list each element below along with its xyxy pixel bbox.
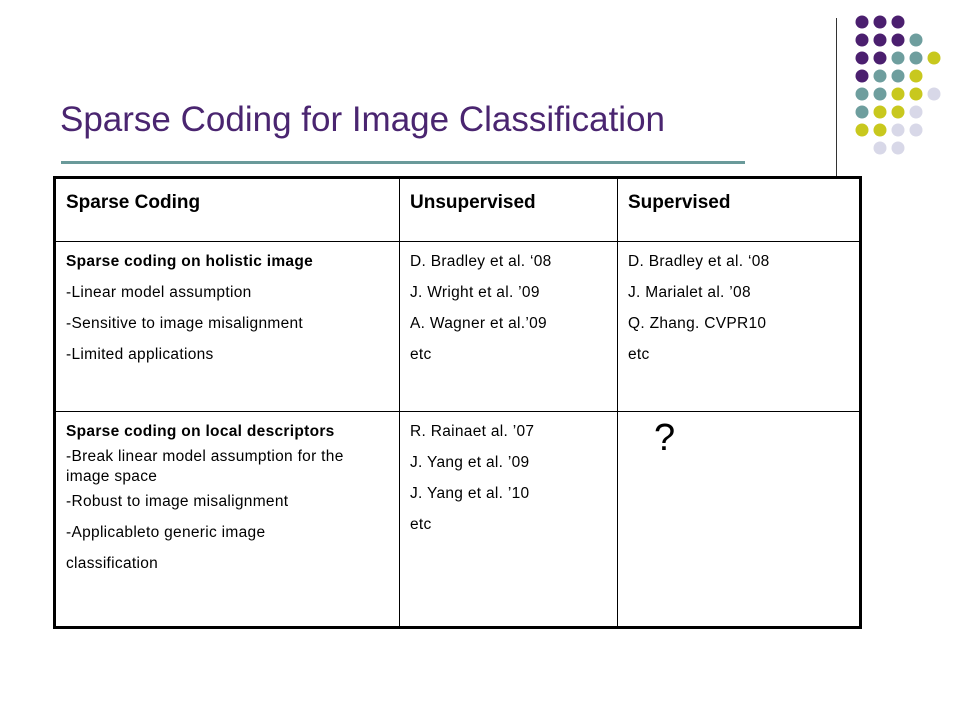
reference: A. Wagner et al.’09 xyxy=(410,315,547,332)
header-supervised: Supervised xyxy=(628,192,731,213)
reference: etc xyxy=(628,346,650,363)
reference: J. Yang et al. ’10 xyxy=(410,485,530,502)
decorative-dot xyxy=(910,124,923,137)
decorative-dot xyxy=(874,34,887,47)
decorative-dot xyxy=(856,88,869,101)
decorative-dot xyxy=(910,52,923,65)
row-heading: Sparse coding on local descriptors xyxy=(66,423,335,440)
decorative-dot xyxy=(892,124,905,137)
decorative-dot xyxy=(892,106,905,119)
reference: J. Wright et al. ’09 xyxy=(410,284,540,301)
table-cell xyxy=(618,242,861,412)
decorative-dot xyxy=(910,34,923,47)
decorative-dot xyxy=(892,142,905,155)
decorative-dot xyxy=(856,16,869,29)
decorative-dot xyxy=(928,88,941,101)
decorative-dot xyxy=(874,88,887,101)
decorative-dot xyxy=(892,52,905,65)
decorative-dot xyxy=(892,88,905,101)
reference: J. Yang et al. ’09 xyxy=(410,454,530,471)
decorative-dot xyxy=(910,106,923,119)
decorative-vertical-line xyxy=(836,18,837,178)
row-point: -Break linear model assumption for the image space xyxy=(66,448,344,485)
row-heading: Sparse coding on holistic image xyxy=(66,253,314,270)
decorative-dot xyxy=(892,34,905,47)
table-cell xyxy=(55,412,400,628)
decorative-dot xyxy=(856,124,869,137)
question-mark: ? xyxy=(654,417,676,459)
row-point: -Applicableto generic image xyxy=(66,524,266,541)
reference: D. Bradley et al. ‘08 xyxy=(628,253,770,270)
table-row xyxy=(55,242,861,412)
row-point: -Sensitive to image misalignment xyxy=(66,315,304,332)
header-cell xyxy=(400,178,618,242)
reference: Q. Zhang. CVPR10 xyxy=(628,315,767,332)
reference: J. Marialet al. ’08 xyxy=(628,284,751,301)
decorative-dot xyxy=(874,16,887,29)
decorative-dot xyxy=(874,106,887,119)
decorative-dot xyxy=(910,88,923,101)
row-point: classification xyxy=(66,555,159,572)
reference: etc xyxy=(410,346,432,363)
header-cell xyxy=(618,178,861,242)
decorative-dot xyxy=(892,70,905,83)
reference: D. Bradley et al. ‘08 xyxy=(410,253,552,270)
decorative-dot xyxy=(928,52,941,65)
header-sparse-coding: Sparse Coding xyxy=(66,192,201,213)
comparison-table xyxy=(53,176,862,629)
decorative-dot xyxy=(910,70,923,83)
decorative-dot xyxy=(856,34,869,47)
decorative-dot xyxy=(874,124,887,137)
decorative-dot xyxy=(892,16,905,29)
reference: R. Rainaet al. ’07 xyxy=(410,423,535,440)
decorative-dot xyxy=(874,70,887,83)
row-point: -Limited applications xyxy=(66,346,214,363)
table-cell xyxy=(618,412,861,628)
table-cell xyxy=(400,412,618,628)
table-cell xyxy=(400,242,618,412)
decorative-dot xyxy=(856,106,869,119)
decorative-dot xyxy=(874,52,887,65)
row-point: -Robust to image misalignment xyxy=(66,493,289,510)
reference: etc xyxy=(410,516,432,533)
title-underline xyxy=(61,161,745,164)
table-row xyxy=(55,412,861,628)
table-cell xyxy=(55,242,400,412)
decorative-dot xyxy=(856,70,869,83)
row-point: -Linear model assumption xyxy=(66,284,252,301)
header-unsupervised: Unsupervised xyxy=(410,192,536,213)
table-header-row xyxy=(55,178,861,242)
decorative-dot xyxy=(874,142,887,155)
header-cell xyxy=(55,178,400,242)
slide-title: Sparse Coding for Image Classification xyxy=(60,100,666,139)
decorative-dot xyxy=(856,52,869,65)
